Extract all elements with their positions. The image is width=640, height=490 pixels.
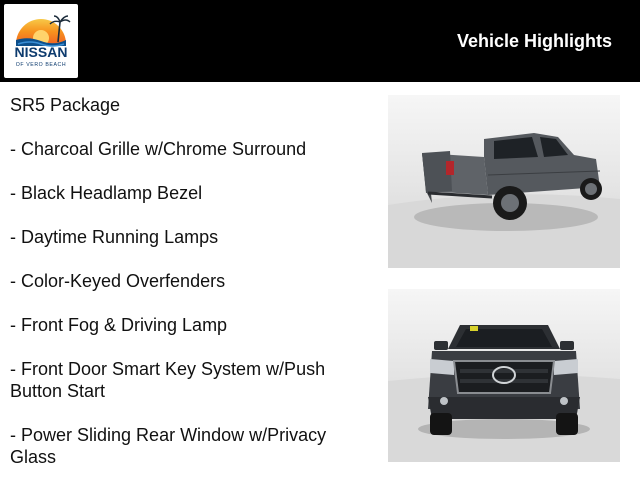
feature-package: SR5 Package [10,95,121,115]
feature-item: - Black Headlamp Bezel [10,183,203,203]
truck-rear-view-image [388,95,620,268]
feature-list [10,94,370,490]
vehicle-photo-rear[interactable] [388,95,620,268]
feature-item: - Color-Keyed Overfenders [10,271,226,291]
vehicle-photo-front[interactable] [388,289,620,462]
page-title: Vehicle Highlights [456,31,612,51]
feature-item: - Daytime Running Lamps [10,227,219,247]
feature-item: - Charcoal Grille w/Chrome Surround [10,139,307,159]
feature-item: - Front Door Smart Key System w/Push Button Start [10,359,326,401]
logo-tagline-text: OF VERO BEACH [15,62,67,68]
truck-front-view-image [388,289,620,462]
feature-item: - Power Sliding Rear Window w/Privacy Glass [10,425,327,467]
page-header [0,0,640,82]
logo-sunset-icon [4,4,78,78]
dealer-logo[interactable] [4,4,78,78]
logo-brand-text: NISSAN [14,44,68,60]
feature-item: - Front Fog & Driving Lamp [10,315,228,335]
